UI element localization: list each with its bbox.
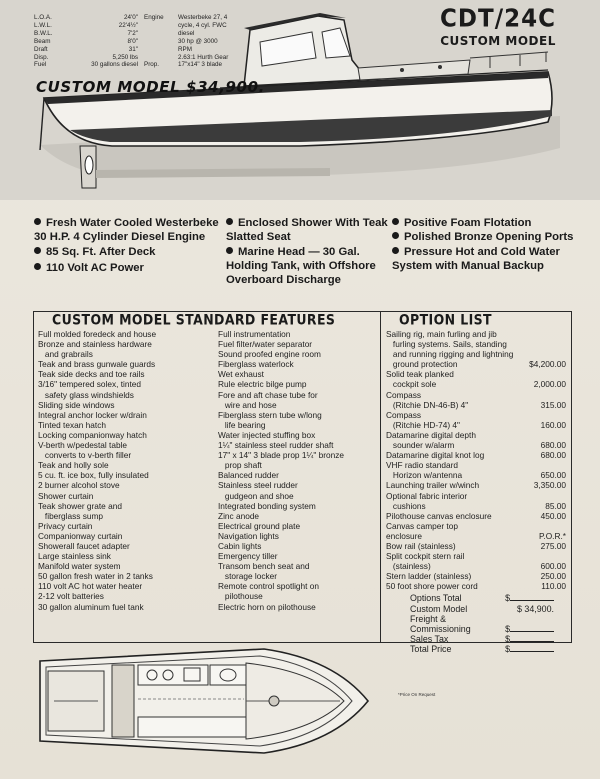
option-row xyxy=(386,460,566,470)
option-price: 110.00 xyxy=(541,581,566,592)
feature-line: Cabin lights xyxy=(218,540,262,551)
feature-line: storage locker xyxy=(218,571,278,582)
total-row xyxy=(410,614,566,624)
total-value: $ xyxy=(505,644,510,655)
option-label: Datamarine digital depth xyxy=(386,429,476,440)
option-price: 2,000.00 xyxy=(533,379,566,390)
option-label: Compass xyxy=(386,389,422,400)
feature-line: Showerall faucet adapter xyxy=(38,540,130,551)
option-price: P.O.R.* xyxy=(538,530,566,541)
total-label: Total Price xyxy=(410,644,452,655)
option-label: Datamarine digital knot log xyxy=(386,450,485,461)
total-label: Sales Tax xyxy=(410,634,449,645)
feature-line: 2 burner alcohol stove xyxy=(38,480,120,491)
option-row xyxy=(386,571,566,581)
feature-line: Privacy curtain xyxy=(38,520,93,531)
total-value: $ xyxy=(505,634,510,645)
total-row xyxy=(410,634,566,644)
spec-value: 22'4½" xyxy=(118,21,138,29)
total-value: $ xyxy=(505,624,510,635)
total-value: $ 34,900. xyxy=(516,603,554,614)
spec-key: Beam xyxy=(34,37,51,45)
standard-features-heading: CUSTOM MODEL STANDARD FEATURES xyxy=(52,311,336,328)
bullet-icon xyxy=(34,263,41,270)
feature-line: 3/16" tempered solex, tinted xyxy=(38,379,142,390)
spec-key: Prop. xyxy=(144,61,160,69)
standard-features-column-2 xyxy=(218,329,378,612)
total-label: Commissioning xyxy=(410,624,471,635)
standard-features-column-1 xyxy=(38,329,214,612)
total-row xyxy=(410,604,566,614)
option-label: Launching trailer w/winch xyxy=(386,480,480,491)
feature-line: Fiberglass waterlock xyxy=(218,359,294,370)
total-label: Freight & xyxy=(410,613,447,624)
bullet-icon xyxy=(392,247,399,254)
option-price: 600.00 xyxy=(540,561,566,572)
feature-line: 2-12 volt batteries xyxy=(38,591,104,602)
spec-value: 5,250 lbs xyxy=(112,53,138,61)
feature-bullets xyxy=(34,216,574,308)
feature-line: Full instrumentation xyxy=(218,329,291,339)
feature-line: 17" x 14" 3 blade prop 1¼" bronze xyxy=(218,450,345,461)
option-label: (Ritchie HD-74) 4" xyxy=(386,419,460,430)
blank-amount-line xyxy=(510,593,554,601)
feature-line: 50 gallon fresh water in 2 tanks xyxy=(38,571,153,582)
blank-amount-line xyxy=(510,644,554,652)
feature-item: Positive Foam Flotation xyxy=(392,216,574,230)
option-label: Pilothouse canvas enclosure xyxy=(386,510,492,521)
option-row xyxy=(386,541,566,551)
price-headline: CUSTOM MODEL $34,900. xyxy=(36,78,265,96)
option-label: Bow rail (stainless) xyxy=(386,540,456,551)
feature-line: Full molded foredeck and house xyxy=(38,329,157,339)
spec-key: Draft xyxy=(34,45,48,53)
option-label: Solid teak planked xyxy=(386,369,454,380)
total-row xyxy=(410,624,566,634)
feature-line: Locking companionway hatch xyxy=(38,429,147,440)
option-label: enclosure xyxy=(386,530,422,541)
spec-value: 30 hp @ 3000 xyxy=(178,37,218,45)
option-row xyxy=(386,450,566,460)
bullet-icon xyxy=(34,247,41,254)
option-row xyxy=(386,420,566,430)
feature-line: Bronze and stainless hardware xyxy=(38,339,152,350)
spec-value: 2.63:1 Hurth Gear xyxy=(178,53,229,61)
option-label: (stainless) xyxy=(386,561,431,572)
feature-line: V-berth w/pedestal table xyxy=(38,440,128,451)
total-row xyxy=(410,593,566,603)
option-row xyxy=(386,379,566,389)
feature-column-3 xyxy=(392,216,574,273)
option-label: cushions xyxy=(386,500,426,511)
spec-key: Fuel xyxy=(34,61,47,69)
feature-column-2 xyxy=(226,216,391,287)
feature-line: Sound proofed engine room xyxy=(218,349,321,360)
option-row xyxy=(386,480,566,490)
feature-line: wire and hose xyxy=(218,399,277,410)
option-row xyxy=(386,521,566,531)
option-row xyxy=(386,430,566,440)
option-label: cockpit sole xyxy=(386,379,437,390)
spec-key: B.W.L. xyxy=(34,29,53,37)
feature-line: prop shaft xyxy=(218,460,262,471)
blank-amount-line xyxy=(510,624,554,632)
spec-value: Westerbeke 27, 4 xyxy=(178,14,228,21)
feature-line: Water injected stuffing box xyxy=(218,429,316,440)
feature-line: Manifold water system xyxy=(38,561,121,572)
feature-line: Electric horn on pilothouse xyxy=(218,601,316,612)
option-label: Sailing rig, main furling and jib xyxy=(386,329,497,339)
feature-line: and grabrails xyxy=(38,349,93,360)
spec-value: 17"x14" 3 blade xyxy=(178,61,223,69)
spec-key: L.O.A. xyxy=(34,14,52,21)
option-price: 680.00 xyxy=(540,450,566,461)
feature-item: Enclosed Shower With Teak Slatted Seat xyxy=(226,217,388,244)
feature-line: Large stainless sink xyxy=(38,551,111,562)
feature-line: Companionway curtain xyxy=(38,530,123,541)
spec-value: 31" xyxy=(128,45,138,53)
feature-line: life bearing xyxy=(218,419,266,430)
option-label: Compass xyxy=(386,409,422,420)
total-label: Options Total xyxy=(410,593,462,604)
spec-key xyxy=(144,38,178,46)
feature-column-1 xyxy=(34,216,226,275)
spec-key xyxy=(144,30,178,38)
option-label: ground protection xyxy=(386,359,458,370)
option-label: Horizon w/antenna xyxy=(386,470,463,481)
spec-key: Engine xyxy=(144,14,164,21)
option-row xyxy=(386,440,566,450)
option-list xyxy=(386,329,566,655)
option-label: furling systems. Sails, standing xyxy=(386,339,507,350)
spec-key: L.W.L. xyxy=(34,21,52,29)
feature-line: Emergency tiller xyxy=(218,551,278,562)
spec-table xyxy=(34,14,278,69)
option-price: 450.00 xyxy=(540,510,566,521)
option-list-heading: OPTION LIST xyxy=(399,311,492,328)
option-row xyxy=(386,531,566,541)
feature-item: 85 Sq. Ft. After Deck xyxy=(34,245,226,259)
blank-amount-line xyxy=(510,634,554,642)
option-row xyxy=(386,581,566,591)
feature-line: fiberglass sump xyxy=(38,510,104,521)
option-row xyxy=(386,501,566,511)
option-price: 275.00 xyxy=(540,540,566,551)
option-row xyxy=(386,561,566,571)
option-price: 250.00 xyxy=(540,571,566,582)
price-totals xyxy=(386,593,566,654)
spec-key xyxy=(144,54,178,62)
feature-line: Fuel filter/water separator xyxy=(218,339,313,350)
bullet-icon xyxy=(392,232,399,239)
spec-value: diesel xyxy=(178,29,195,37)
features-and-options-box xyxy=(33,311,572,655)
feature-line: Teak side decks and toe rails xyxy=(38,369,145,380)
model-code: CDT/24C xyxy=(440,4,556,34)
feature-line: 110 volt AC hot water heater xyxy=(38,581,143,592)
bullet-icon xyxy=(226,247,233,254)
option-label: Optional fabric interior xyxy=(386,490,468,501)
feature-line: Sliding side windows xyxy=(38,399,115,410)
spec-key xyxy=(144,22,178,30)
option-label: (Ritchie DN-46-B) 4" xyxy=(386,399,469,410)
option-label: and running rigging and lightning xyxy=(386,349,514,360)
option-row xyxy=(386,491,566,501)
spec-value: cycle, 4 cyl. FWC xyxy=(178,21,227,29)
option-row xyxy=(386,329,566,339)
feature-item: Marine Head — 30 Gal. Holding Tank, with Offshore Overboard Discharge xyxy=(226,245,376,287)
feature-line: Zinc anode xyxy=(218,510,260,521)
feature-line: Integral anchor locker w/drain xyxy=(38,409,147,420)
option-label: Stern ladder (stainless) xyxy=(386,571,472,582)
option-row xyxy=(386,511,566,521)
spec-value: 24'0" xyxy=(124,14,138,21)
column-divider xyxy=(380,312,381,642)
feature-line: Stainless steel rudder xyxy=(218,480,298,491)
feature-line: converts to v-berth filler xyxy=(38,450,132,461)
feature-line: Teak and brass gunwale guards xyxy=(38,359,156,370)
feature-line: 30 gallon aluminum fuel tank xyxy=(38,601,144,612)
feature-line: 1¼" stainless steel rudder shaft xyxy=(218,440,334,451)
option-row xyxy=(386,390,566,400)
model-title xyxy=(440,6,556,48)
feature-line: Teak shower grate and xyxy=(38,500,122,511)
bullet-icon xyxy=(34,218,41,225)
deck-plan-illustration xyxy=(34,641,374,761)
feature-line: Navigation lights xyxy=(218,530,279,541)
bullet-icon xyxy=(226,218,233,225)
feature-line: 5 cu. ft. ice box, fully insulated xyxy=(38,470,149,481)
option-label: VHF radio standard xyxy=(386,460,458,471)
feature-item: 110 Volt AC Power xyxy=(34,261,226,275)
feature-line: Teak and holly sole xyxy=(38,460,109,471)
feature-item: Fresh Water Cooled Westerbeke 30 H.P. 4 Cylinder Diesel Engine xyxy=(34,217,219,244)
feature-line: Wet exhaust xyxy=(218,369,264,380)
total-label: Custom Model xyxy=(410,603,468,614)
hero-section xyxy=(0,0,600,200)
feature-line: Fore and aft chase tube for xyxy=(218,389,318,400)
feature-line: gudgeon and shoe xyxy=(218,490,294,501)
feature-line: Transom bench seat and xyxy=(218,561,310,572)
option-row xyxy=(386,400,566,410)
option-label: Split cockpit stern rail xyxy=(386,551,465,562)
feature-line: Tinted texan hatch xyxy=(38,419,106,430)
option-row xyxy=(386,359,566,369)
feature-line: Integrated bonding system xyxy=(218,500,316,511)
feature-line: Remote control spotlight on xyxy=(218,581,320,592)
spec-value: RPM xyxy=(178,45,192,53)
feature-line: Balanced rudder xyxy=(218,470,279,481)
feature-line: Rule electric bilge pump xyxy=(218,379,307,390)
feature-line: Fiberglass stern tube w/long xyxy=(218,409,322,420)
option-row xyxy=(386,339,566,349)
total-value: $ xyxy=(505,593,510,604)
option-row xyxy=(386,410,566,420)
price-on-request-note: *Price On Request xyxy=(398,692,436,697)
option-price: 680.00 xyxy=(540,440,566,451)
spec-key xyxy=(144,46,178,54)
option-price: 160.00 xyxy=(540,419,566,430)
option-price: 85.00 xyxy=(545,500,566,511)
feature-line: pilothouse xyxy=(218,591,263,602)
option-row xyxy=(386,369,566,379)
feature-line: Electrical ground plate xyxy=(218,520,301,531)
option-label: Canvas camper top xyxy=(386,520,458,531)
feature-item: Polished Bronze Opening Ports xyxy=(392,230,574,244)
option-price: 315.00 xyxy=(540,399,566,410)
spec-value: 7'2" xyxy=(127,29,138,37)
option-row xyxy=(386,349,566,359)
bullet-icon xyxy=(392,218,399,225)
option-price: $4,200.00 xyxy=(529,359,566,370)
option-price: 650.00 xyxy=(540,470,566,481)
model-subtitle: CUSTOM MODEL xyxy=(440,34,556,48)
feature-line: safety glass windshields xyxy=(38,389,134,400)
feature-line: Shower curtain xyxy=(38,490,94,501)
option-label: sounder w/alarm xyxy=(386,440,455,451)
spec-value: 8'0" xyxy=(127,37,138,45)
spec-key: Disp. xyxy=(34,53,49,61)
spec-value: 30 gallons diesel xyxy=(91,61,138,69)
feature-item: Pressure Hot and Cold Water System with Manual Backup xyxy=(392,245,560,272)
option-price: 3,350.00 xyxy=(533,480,566,491)
total-row xyxy=(410,644,566,654)
option-label: 50 foot shore power cord xyxy=(386,581,478,592)
option-row xyxy=(386,470,566,480)
option-row xyxy=(386,551,566,561)
